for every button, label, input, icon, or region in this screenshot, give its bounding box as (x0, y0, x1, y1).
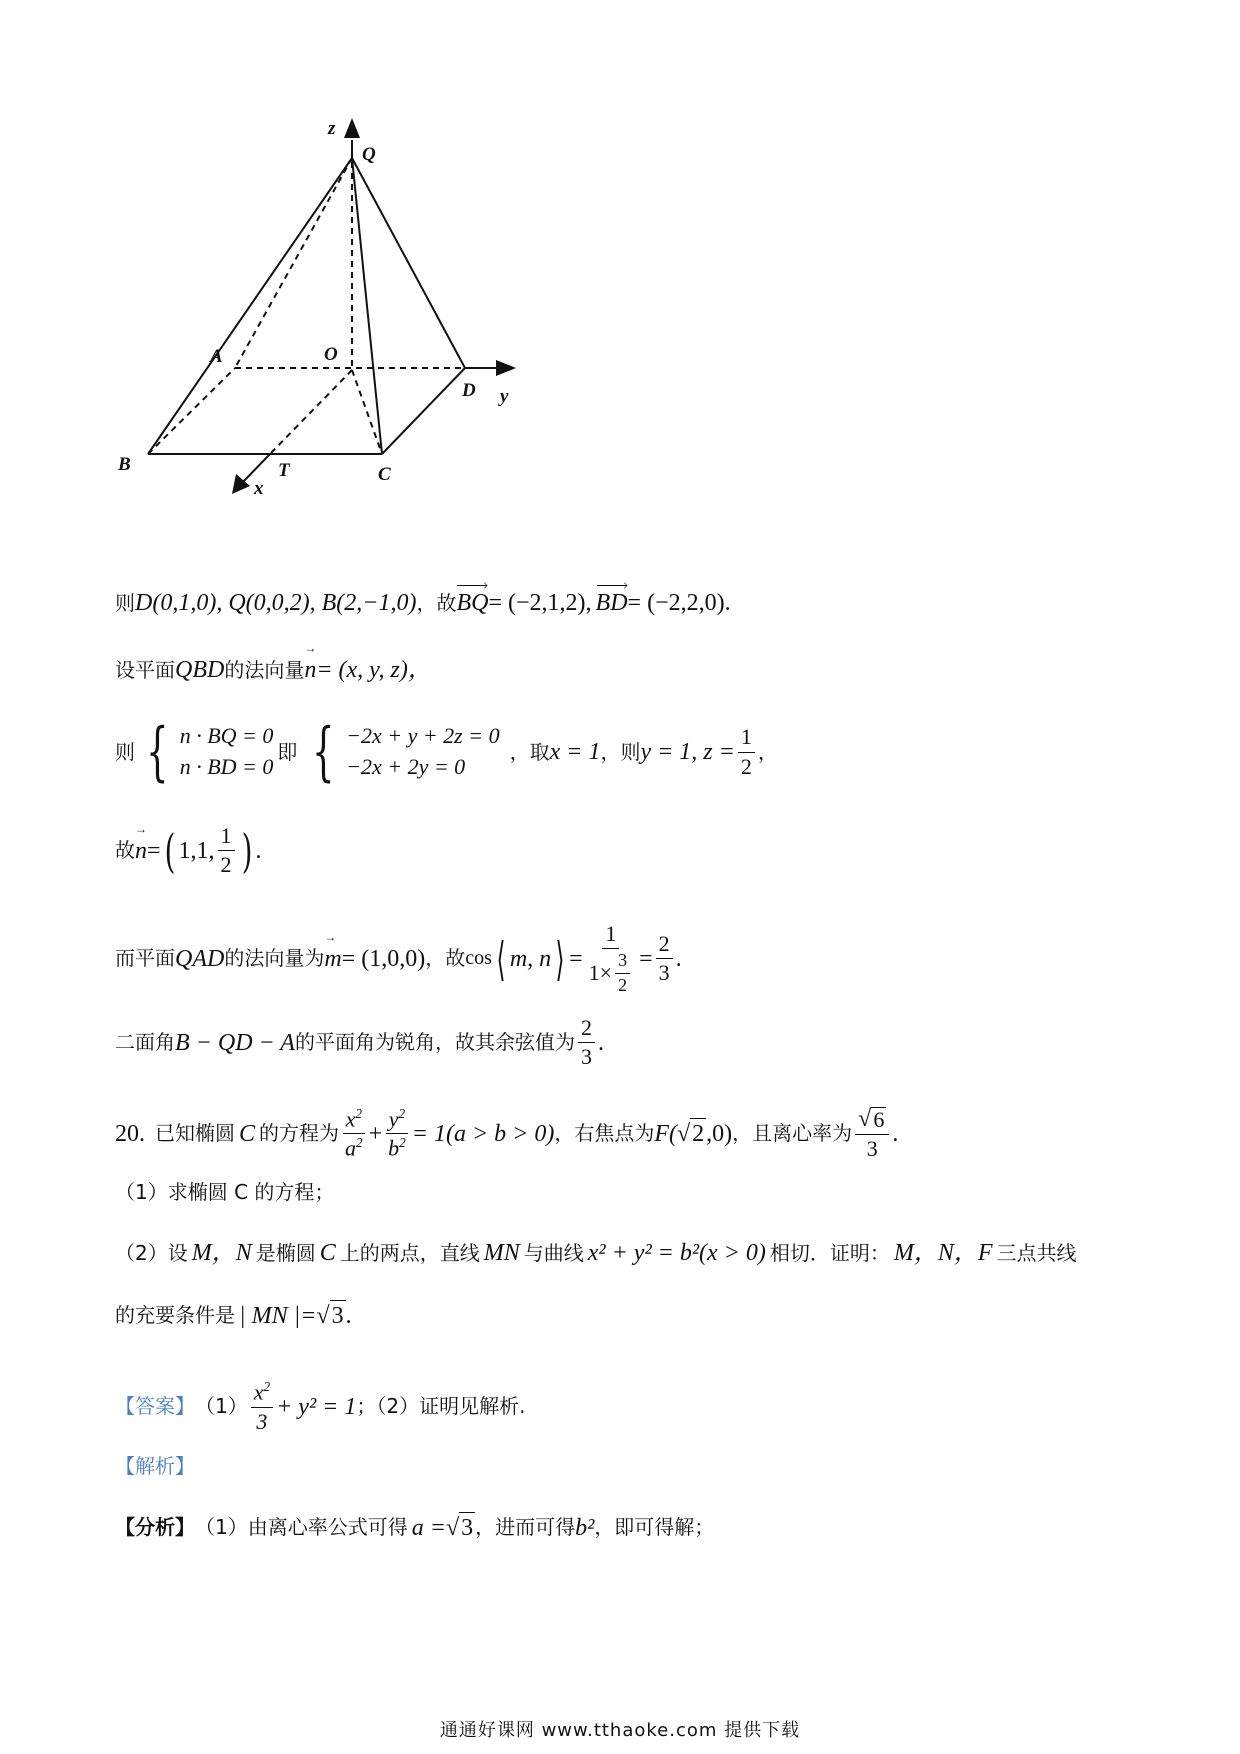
question-2-line-2: 的充要条件是 | MN |= √ 3 . (115, 1300, 352, 1331)
problem-20-statement: 20. 已知椭圆 C 的方程为 $\frac{x^2}{a^2}$ + $\frac{y^2}{b^2}$ = 1(a > b > 0) ，右焦点为 F( √ 2 ,0) ，且离心率为 √ 6 3 . (115, 1105, 899, 1162)
dihedral-angle: B − QD − A (175, 1029, 295, 1056)
vector-m: → m (324, 944, 341, 974)
normal-vector-line: 设平面 QBD 的法向量 → n = (x, y, z)， (115, 655, 432, 685)
label-O: O (324, 344, 338, 365)
linear-system: −2x + y + 2z = 0 −2x + 2y = 0 (346, 723, 500, 779)
label-C: C (378, 464, 391, 485)
question-1: （1）求椭圆 C 的方程； (115, 1180, 335, 1204)
z-axis-arrow (344, 118, 360, 138)
pyramid-diagram (120, 118, 540, 508)
label-B: B (118, 454, 131, 475)
label-x: x (254, 478, 264, 499)
question-2-line-1: （2）设 M，N 是椭圆 C 上的两点，直线 MN 与曲线 x² + y² = b²(x > 0) 相切．证明： M，N，F 三点共线 (115, 1240, 1077, 1266)
label-D: D (462, 380, 476, 401)
answer-tag: 【答案】 (115, 1394, 195, 1419)
y-axis-arrow (496, 360, 516, 376)
vector-BQ: BQ (456, 590, 489, 616)
analysis-tag: 【解析】 (115, 1454, 195, 1478)
point-coordinates: D(0,1,0), Q(0,0,2), B(2,−1,0) (135, 590, 417, 616)
dot-product-system: n · BQ = 0 n · BD = 0 (179, 723, 274, 779)
cosine-fraction: 1 1× $\frac{3}{2}$ (586, 922, 636, 996)
plane-QAD: QAD (175, 945, 225, 972)
equation-system-line: 则 { n · BQ = 0 n · BD = 0 即 { −2x + y + 2z = 0 −2x + 2y = 0 ，取 x = 1 ，则 y = 1, z = $\frac{1}{2}$ ， (115, 715, 778, 789)
label-Q: Q (362, 144, 376, 165)
label-y: y (500, 386, 509, 407)
analysis-tag-line (115, 1454, 195, 1479)
plane-QBD: QBD (175, 657, 225, 683)
vector-n: → n (304, 655, 316, 685)
tangent-curve: x² + y² = b²(x > 0) (587, 1240, 766, 1266)
answer-line: 【答案】 （1） $\frac{x^2}{3}$ + y² = 1 ；（2）证明见解析. (115, 1379, 526, 1434)
cosine-line: 而平面 QAD 的法向量为 → m = (1,0,0) ，故 cos ⟨ m, n ⟩ = 1 1× $\frac{3}{2}$ = $\frac{2}{3}$ . (115, 922, 682, 996)
label-z: z (328, 118, 336, 139)
coordinates-line: 则 D(0,1,0), Q(0,0,2), B(2,−1,0) ，故 BQ = (−2,1,2), BD = (−2,2,0). (115, 590, 731, 616)
label-A: A (210, 346, 223, 367)
label-T: T (278, 460, 290, 481)
problem-number: 20. (115, 1120, 145, 1147)
fenxi-tag: 【分析】 (115, 1515, 195, 1539)
normal-result-line: 故 → n = ( 1,1, $\frac{1}{2}$ ) . (115, 824, 261, 877)
fenxi-line: 【分析】 （1）由离心率公式可得 a = √ 3 ，进而可得 b² ，即可得解； (115, 1512, 714, 1543)
page-footer: 通通好课网 www.tthaoke.com 提供下载 (439, 1720, 801, 1741)
vector-BD: BD (595, 590, 628, 616)
dihedral-line: 二面角 B − QD − A 的平面角为锐角，故其余弦值为 $\frac{2}{3}$ . (115, 1015, 604, 1070)
fraction-one-half: $\frac{1}{2}$ (738, 725, 755, 778)
